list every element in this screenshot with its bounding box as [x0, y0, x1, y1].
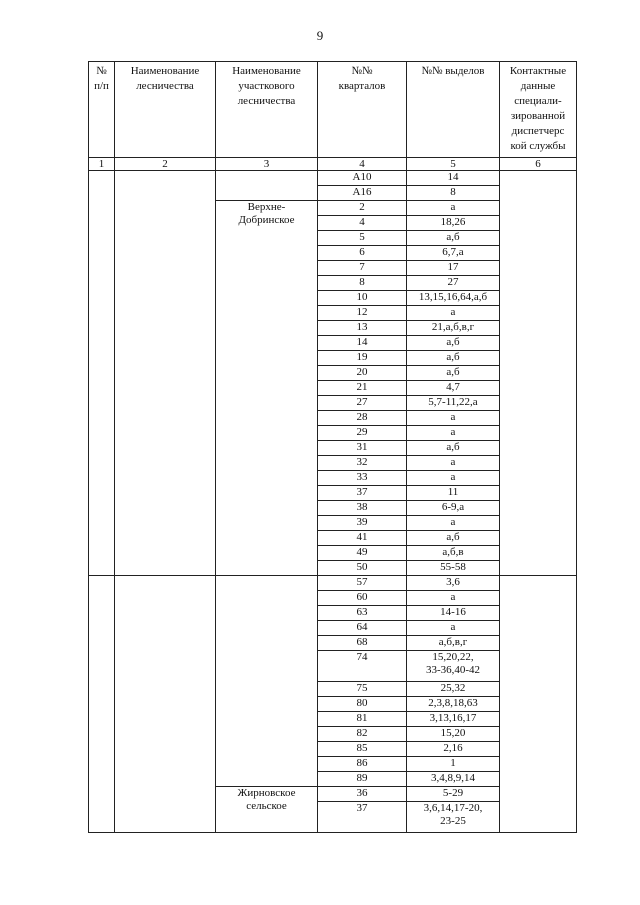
quarter-cell: 63 — [318, 606, 407, 621]
table-row — [89, 171, 577, 186]
allotment-cell: 18,26 — [407, 216, 500, 231]
header-forestry: Наименование лесничества — [115, 62, 216, 158]
header-allotments: №№ выделов — [407, 62, 500, 158]
district-forestry-cell — [216, 171, 318, 201]
allotment-cell: а,б — [407, 531, 500, 546]
column-number: 4 — [318, 158, 407, 171]
allotment-cell: 2,16 — [407, 742, 500, 757]
allotment-line: 3,6,14,17-20, — [423, 802, 483, 814]
quarter-cell: 13 — [318, 321, 407, 336]
quarter-cell: 38 — [318, 501, 407, 516]
allotment-cell: 1 — [407, 757, 500, 772]
number-cell — [89, 576, 115, 833]
forestry-table — [88, 61, 577, 833]
contacts-cell — [500, 171, 577, 576]
forestry-cell — [115, 171, 216, 576]
page-number: 9 — [316, 28, 324, 43]
quarter-cell: 21 — [318, 381, 407, 396]
column-number: 2 — [115, 158, 216, 171]
allotment-cell: 3,4,8,9,14 — [407, 772, 500, 787]
quarter-cell: А16 — [318, 186, 407, 201]
quarter-cell: 39 — [318, 516, 407, 531]
district-forestry-cell — [216, 576, 318, 787]
column-number: 3 — [216, 158, 318, 171]
allotment-cell: 55-58 — [407, 561, 500, 576]
allotment-cell: а — [407, 306, 500, 321]
header-contacts: Контактные данные специали- зированной диспетчерс кой службы — [500, 62, 577, 158]
allotment-line: 15,20,22, — [432, 651, 474, 663]
quarter-cell: 19 — [318, 351, 407, 366]
allotment-cell: 8 — [407, 186, 500, 201]
quarter-cell: 20 — [318, 366, 407, 381]
allotment-cell: 14-16 — [407, 606, 500, 621]
quarter-cell: 41 — [318, 531, 407, 546]
allotment-cell: а — [407, 456, 500, 471]
allotment-cell: а,б — [407, 231, 500, 246]
forestry-name-line: сельское — [246, 800, 287, 812]
quarter-cell: 7 — [318, 261, 407, 276]
quarter-cell: 2 — [318, 201, 407, 216]
allotment-cell: 13,15,16,64,а,б — [407, 291, 500, 306]
quarter-cell: 49 — [318, 546, 407, 561]
quarter-cell: 74 — [318, 651, 407, 682]
allotment-cell: 2,3,8,18,63 — [407, 697, 500, 712]
quarter-cell: 80 — [318, 697, 407, 712]
header-quarters: №№ кварталов — [318, 62, 407, 158]
allotment-cell: а — [407, 516, 500, 531]
section-1 — [89, 171, 577, 576]
quarter-cell: 29 — [318, 426, 407, 441]
allotment-cell — [407, 651, 500, 682]
quarter-cell: 57 — [318, 576, 407, 591]
quarter-cell: 37 — [318, 486, 407, 501]
allotment-line: 23-25 — [440, 815, 466, 827]
allotment-cell — [407, 802, 500, 833]
allotment-cell: а — [407, 426, 500, 441]
allotment-cell: 5-29 — [407, 787, 500, 802]
allotment-cell: 6-9,а — [407, 501, 500, 516]
quarter-cell: 28 — [318, 411, 407, 426]
quarter-cell: 81 — [318, 712, 407, 727]
allotment-cell: 21,а,б,в,г — [407, 321, 500, 336]
allotment-cell: 6,7,а — [407, 246, 500, 261]
allotment-cell: 11 — [407, 486, 500, 501]
column-numbers-row — [89, 158, 577, 171]
quarter-cell: 82 — [318, 727, 407, 742]
allotment-cell: 5,7-11,22,а — [407, 396, 500, 411]
allotment-cell: 17 — [407, 261, 500, 276]
allotment-cell: а — [407, 201, 500, 216]
number-cell — [89, 171, 115, 576]
allotment-cell: а,б — [407, 441, 500, 456]
quarter-cell: 64 — [318, 621, 407, 636]
section-2 — [89, 576, 577, 833]
quarter-cell: 10 — [318, 291, 407, 306]
quarter-cell: 4 — [318, 216, 407, 231]
allotment-cell: а — [407, 621, 500, 636]
allotment-cell: а,б,в — [407, 546, 500, 561]
contacts-cell — [500, 576, 577, 833]
allotment-cell: 15,20 — [407, 727, 500, 742]
quarter-cell: А10 — [318, 171, 407, 186]
allotment-cell: а — [407, 471, 500, 486]
quarter-cell: 37 — [318, 802, 407, 833]
quarter-cell: 33 — [318, 471, 407, 486]
header-district-forestry: Наименование участкового лесничества — [216, 62, 318, 158]
quarter-cell: 12 — [318, 306, 407, 321]
quarter-cell: 60 — [318, 591, 407, 606]
allotment-cell: а,б,в,г — [407, 636, 500, 651]
quarter-cell: 31 — [318, 441, 407, 456]
table-row — [89, 576, 577, 591]
quarter-cell: 5 — [318, 231, 407, 246]
allotment-cell: 4,7 — [407, 381, 500, 396]
district-forestry-cell — [216, 787, 318, 833]
quarter-cell: 50 — [318, 561, 407, 576]
quarter-cell: 86 — [318, 757, 407, 772]
allotment-cell: а — [407, 591, 500, 606]
allotment-cell: а,б — [407, 366, 500, 381]
quarter-cell: 32 — [318, 456, 407, 471]
quarter-cell: 89 — [318, 772, 407, 787]
forestry-name-line: Жирновское — [237, 787, 296, 799]
quarter-cell: 8 — [318, 276, 407, 291]
quarter-cell: 85 — [318, 742, 407, 757]
allotment-cell: а,б — [407, 351, 500, 366]
column-number: 6 — [500, 158, 577, 171]
quarter-cell: 68 — [318, 636, 407, 651]
allotment-cell: 3,6 — [407, 576, 500, 591]
allotment-cell: а,б — [407, 336, 500, 351]
column-number: 1 — [89, 158, 115, 171]
allotment-cell: 25,32 — [407, 682, 500, 697]
forestry-name-line: Верхне- — [247, 201, 286, 213]
quarter-cell: 36 — [318, 787, 407, 802]
allotment-cell: 14 — [407, 171, 500, 186]
district-forestry-cell — [216, 201, 318, 576]
allotment-cell: а — [407, 411, 500, 426]
quarter-cell: 27 — [318, 396, 407, 411]
quarter-cell: 6 — [318, 246, 407, 261]
allotment-cell: 27 — [407, 276, 500, 291]
allotment-line: 33-36,40-42 — [425, 664, 481, 676]
header-number: № п/п — [89, 62, 115, 158]
quarter-cell: 14 — [318, 336, 407, 351]
allotment-cell: 3,13,16,17 — [407, 712, 500, 727]
quarter-cell: 75 — [318, 682, 407, 697]
forestry-cell — [115, 576, 216, 833]
forestry-name-line: Добринское — [238, 214, 295, 226]
column-number: 5 — [407, 158, 500, 171]
